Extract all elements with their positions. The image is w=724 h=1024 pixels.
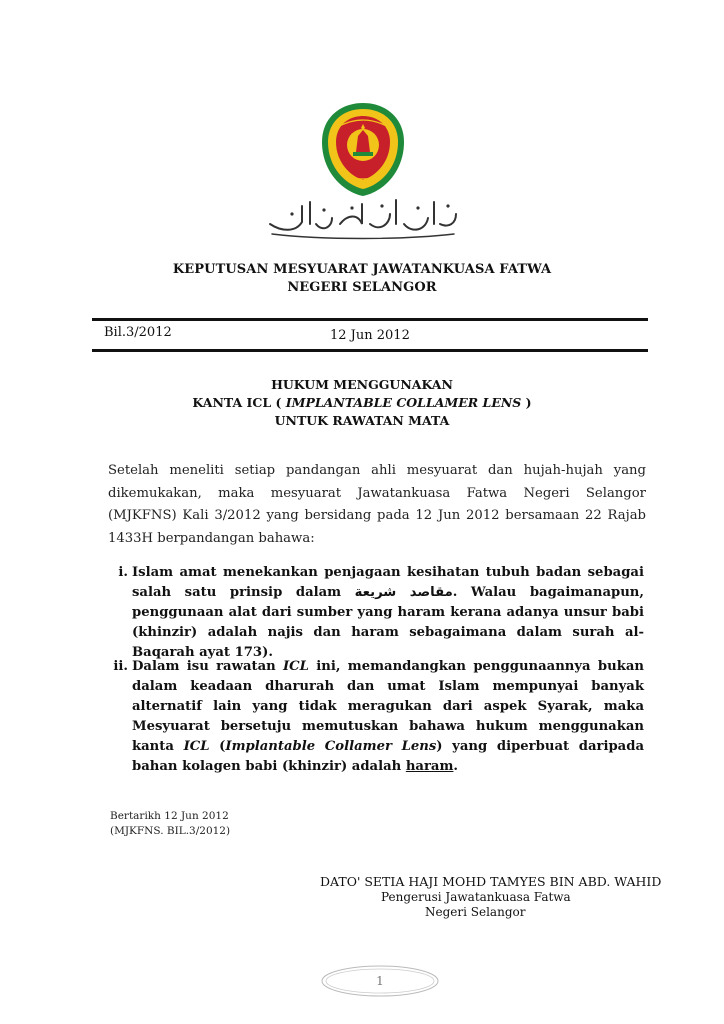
intro-paragraph: Setelah meneliti setiap pandangan ahli mesyuarat dan hujah-hujah yang dikemukakan, maka mesyuarat Jawatankuasa Fatwa Negeri Selangor (MJKFNS) Kali 3/2012 yang bersidang pada 12 Jun 2012 bersamaan 22 Rajab 1433H berpandangan bahawa: bbox=[108, 463, 646, 546]
heading-line-2: NEGERI SELANGOR bbox=[287, 280, 437, 295]
title-line-1: HUKUM MENGGUNAKAN bbox=[271, 377, 453, 392]
title-line-2-italic: IMPLANTABLE COLLAMER LENS bbox=[285, 395, 522, 410]
title-line-2-post: ) bbox=[521, 395, 532, 410]
item-text-part: ( bbox=[209, 739, 226, 754]
icl-term: ICL bbox=[183, 739, 210, 754]
issue-date: 12 Jun 2012 bbox=[330, 328, 410, 343]
arabic-calligraphy-logo bbox=[262, 194, 462, 242]
page-number-badge bbox=[318, 962, 442, 1000]
title-line-2-pre: KANTA ICL ( bbox=[192, 395, 286, 410]
arabic-term: مقاصد شريعة bbox=[354, 585, 453, 600]
item-text-part: . Walau bagaimanapun, penggunaan alat dari sumber yang haram kerana adanya unsur babi (khinzir) adalah najis dan haram sebagaimana dalam surah al-Baqarah ayat 173). bbox=[132, 585, 644, 660]
item-text-part: Dalam isu rawatan bbox=[132, 659, 284, 674]
dated-line: Bertarikh 12 Jun 2012 bbox=[110, 810, 229, 822]
item-text-part: . bbox=[453, 759, 459, 774]
lens-term: Implantable Collamer Lens bbox=[225, 739, 437, 754]
item-text-part: ini, memandangkan penggunaannya bukan dalam keadaan dharurah dan umat Islam mempunyai banyak alternatif lain yang tidak meragukan dari aspek Syarak, maka Mesyuarat bersetuju memutuskan bahawa hukum menggunakan kanta bbox=[132, 659, 644, 754]
bil-number: Bil.3/2012 bbox=[104, 325, 172, 340]
title-line-2 bbox=[0, 394, 724, 412]
top-rule bbox=[92, 318, 648, 321]
item-text bbox=[132, 657, 644, 777]
page-number: 1 bbox=[376, 974, 384, 988]
haram-term: haram bbox=[405, 759, 454, 774]
title-line-3: UNTUK RAWATAN MATA bbox=[274, 413, 450, 428]
signatory-role: Pengerusi Jawatankuasa Fatwa bbox=[381, 890, 571, 904]
item-number: ii. bbox=[113, 659, 128, 674]
item-number: i. bbox=[118, 565, 128, 580]
item-text-part: ) yang diperbuat daripada bahan kolagen babi (khinzir) adalah bbox=[132, 739, 644, 774]
selangor-crest-logo bbox=[316, 100, 410, 198]
heading-line-1: KEPUTUSAN MESYUARAT JAWATANKUASA FATWA bbox=[172, 262, 552, 277]
signatory-state: Negeri Selangor bbox=[425, 905, 526, 919]
icl-term: ICL bbox=[283, 659, 309, 674]
bottom-rule bbox=[92, 349, 648, 352]
signatory-name: DATO' SETIA HAJI MOHD TAMYES BIN ABD. WAHID bbox=[320, 874, 662, 889]
item-text bbox=[132, 563, 644, 663]
reference-line: (MJKFNS. BIL.3/2012) bbox=[110, 825, 231, 837]
item-text-part: Islam amat menekankan penjagaan kesihatan tubuh badan sebagai salah satu prinsip dalam bbox=[132, 565, 644, 600]
